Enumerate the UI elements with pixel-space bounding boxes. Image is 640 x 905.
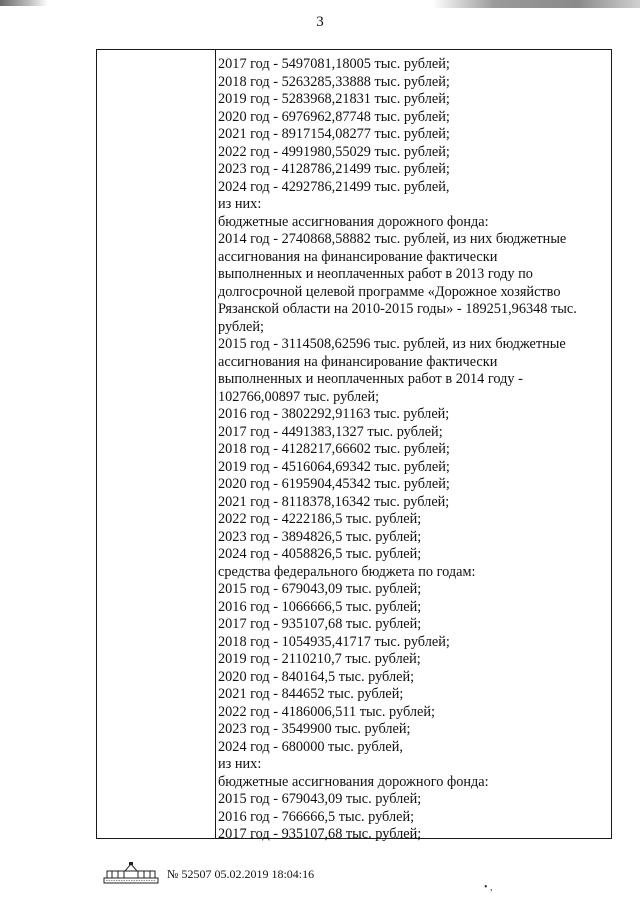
table-line: ассигнования на финансирование фактически <box>218 248 498 265</box>
table-line: 2016 год - 1066666,5 тыс. рублей; <box>218 598 422 615</box>
table-line: 2020 год - 840164,5 тыс. рублей; <box>218 668 415 685</box>
table-line: 2023 год - 3894826,5 тыс. рублей; <box>218 528 422 545</box>
table-line: 2021 год - 844652 тыс. рублей; <box>218 686 404 702</box>
table-line: 2022 год - 4991980,55029 тыс. рублей; <box>218 143 450 160</box>
table-line: 2020 год - 6195904,45342 тыс. рублей; <box>218 476 450 492</box>
table-line: рублей; <box>218 318 264 335</box>
scan-edge-mark-right <box>432 0 640 8</box>
table-line: 2022 год - 4186006,511 тыс. рублей; <box>218 703 435 720</box>
table-line: 2023 год - 4128786,21499 тыс. рублей; <box>218 161 450 177</box>
table-line: 2016 год - 766666,5 тыс. рублей; <box>218 808 415 825</box>
table-line: 2024 год - 680000 тыс. рублей, <box>218 738 403 755</box>
table-line: 102766,00897 тыс. рублей; <box>218 388 380 405</box>
table-line: из них: <box>218 756 262 772</box>
table-line: 2023 год - 3549900 тыс. рублей; <box>218 721 411 737</box>
table-line: 2024 год - 4292786,21499 тыс. рублей, <box>218 178 450 195</box>
government-building-seal-icon <box>103 862 159 884</box>
table-line: 2018 год - 4128217,66602 тыс. рублей; <box>218 441 450 457</box>
table-line: 2019 год - 2110210,7 тыс. рублей; <box>218 651 421 667</box>
table-line: 2021 год - 8118378,16342 тыс. рублей; <box>218 493 450 510</box>
table-line: долгосрочной целевой программе «Дорожное хозяйство <box>218 283 561 300</box>
table-line: 2018 год - 1054935,41717 тыс. рублей; <box>218 633 450 650</box>
table-line: бюджетные ассигнования дорожного фонда: <box>218 773 489 790</box>
column-divider <box>215 50 216 838</box>
table-line: 2017 год - 5497081,18005 тыс. рублей; <box>218 56 450 72</box>
table-line: Рязанской области на 2010-2015 годы» - 189251,96348 тыс. <box>218 301 577 317</box>
table-right-cell <box>218 56 610 844</box>
scan-edge-mark-left <box>0 0 48 6</box>
stray-scan-mark: • , <box>484 882 493 893</box>
table-line: средства федерального бюджета по годам: <box>218 563 476 580</box>
table-line: 2021 год - 8917154,08277 тыс. рублей; <box>218 126 450 142</box>
table-line: 2018 год - 5263285,33888 тыс. рублей; <box>218 73 450 90</box>
table-line: ассигнования на финансирование фактически <box>218 353 498 370</box>
registration-number-and-timestamp: № 52507 05.02.2019 18:04:16 <box>167 867 315 881</box>
table-line: 2019 год - 4516064,69342 тыс. рублей; <box>218 458 450 475</box>
table-line: 2015 год - 679043,09 тыс. рублей; <box>218 791 422 807</box>
table-line: из них: <box>218 196 262 212</box>
table-line: 2020 год - 6976962,87748 тыс. рублей; <box>218 108 450 125</box>
table-line: 2017 год - 4491383,1327 тыс. рублей; <box>218 423 443 440</box>
table-line: 2017 год - 935107,68 тыс. рублей; <box>218 616 422 632</box>
table-line: 2016 год - 3802292,91163 тыс. рублей; <box>218 406 450 422</box>
table-line: 2022 год - 4222186,5 тыс. рублей; <box>218 511 422 527</box>
table-line: 2017 год - 935107,68 тыс. рублей; <box>218 826 422 842</box>
table-line: 2019 год - 5283968,21831 тыс. рублей; <box>218 91 450 107</box>
table-line: 2024 год - 4058826,5 тыс. рублей; <box>218 546 422 562</box>
table-line: 2014 год - 2740868,58882 тыс. рублей, из них бюджетные <box>218 231 567 247</box>
table-line: бюджетные ассигнования дорожного фонда: <box>218 213 489 230</box>
table-line: 2015 год - 679043,09 тыс. рублей; <box>218 581 422 597</box>
table-line: выполненных и неоплаченных работ в 2014 году - <box>218 371 523 387</box>
table-line: выполненных и неоплаченных работ в 2013 году по <box>218 266 533 282</box>
content-table <box>96 49 612 842</box>
page-number: 3 <box>316 14 324 30</box>
table-line: 2015 год - 3114508,62596 тыс. рублей, из них бюджетные <box>218 336 566 352</box>
